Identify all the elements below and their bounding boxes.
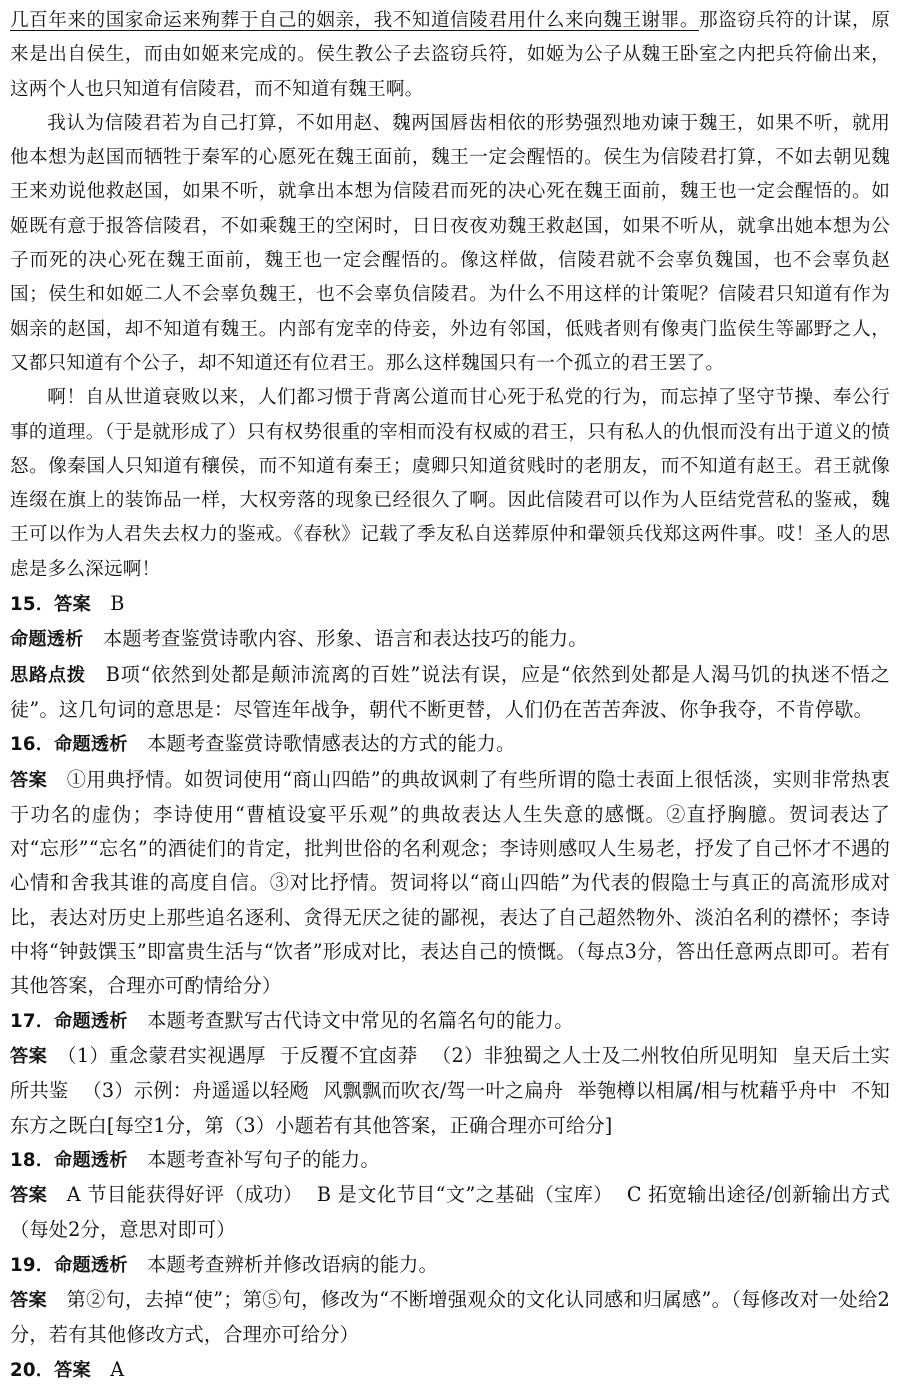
q15-number: 15． [10,594,55,616]
q17-analysis-label: 命题透析 [54,1010,128,1032]
q18-analysis-line [10,1143,890,1178]
q18-answer-a: A 节目能获得好评（成功） [66,1183,303,1207]
q18-answer-line [10,1178,890,1248]
q16-number: 16． [10,734,55,756]
translation-paragraph-1 [10,4,890,107]
answer-key-page [10,4,890,1388]
q16-analysis: 本题考查鉴赏诗歌情感表达的方式的能力。 [147,732,516,756]
q15-answer-line [10,587,890,622]
q17-answer-label: 答案 [10,1045,48,1067]
q17-answer-2: （2）非独蜀之人士及二州牧伯所见明知 [431,1043,778,1067]
q19-analysis-line [10,1248,890,1283]
q15-hint: B项“依然到处都是颠沛流离的百姓”说法有误，应是“依然到处都是人渴马饥的执迷不悟之徒”。这几句词的意思是：尽管连年战争，朝代不断更替，人们仍在苦苦奔波、你争我夺，不肯停歇。 [10,662,890,721]
q15-hint-label: 思路点拨 [10,664,86,686]
q19-answer-line [10,1283,890,1353]
q17-answer-line [10,1039,890,1143]
q17-answer-2b: 皇天后土实所共鉴 [10,1043,891,1103]
q15-analysis-label: 命题透析 [10,629,84,651]
q17-answer-3b: 风飘飘而吹衣/驾一叶之扁舟 [323,1079,564,1103]
q15-answer: B [110,592,125,616]
q17-answer-3: （3）示例：舟遥遥以轻飏 [82,1079,309,1103]
q20-answer: A [110,1357,125,1381]
q16-analysis-line [10,727,890,762]
q19-answer: 第②句，去掉“使”；第⑤句，修改为“不断增强观众的文化认同感和归属感”。（每修改对一处给2分，若有其他修改方式，合理亦可给分） [10,1287,891,1347]
q18-answer-b: B 是文化节目“文”之基础（宝库） [316,1183,613,1207]
q20-answer-line [10,1353,890,1388]
q15-answer-label: 答案 [54,594,91,616]
q18-analysis: 本题考查补写句子的能力。 [147,1147,380,1171]
translation-paragraph-2: 我认为信陵君若为自己打算，不如用赵、魏两国唇齿相依的形势强烈地劝谏于魏王，如果不听，就用他本想为赵国而牺牲于秦军的心愿死在魏王面前，魏王一定会醒悟的。侯生为信陵君打算，不如去朝见魏王来劝说他救赵国，如果不听，就拿出本想为信陵君而死的决心死在魏王面前，魏王也一定会醒悟的。如姬既有意于报答信陵君，不如乘魏王的空闲时，日日夜夜劝魏王救赵国，如果不听从，就拿出她本想为公子而死的决心死在魏王面前，魏王也一定会醒悟的。像这样做，信陵君就不会辜负魏国，也不会辜负赵国；侯生和如姬二人不会辜负魏王，也不会辜负信陵君。为什么不用这样的计策呢？信陵君只知道有作为姻亲的赵国，却不知道有魏王。内部有宠幸的侍妾，外边有邻国，低贱者则有像夷门监侯生等鄙野之人，又都只知道有个公子，却不知道还有位君王。那么这样魏国只有一个孤立的君王罢了。 [10,112,890,374]
q15-hint-line [10,658,890,728]
q18-answer-c: C 拓宽输出途径/创新输出方式（每处2分，意思对即可） [10,1183,890,1242]
q17-answer-1b: 于反覆不宜卤莽 [280,1043,418,1067]
translation-paragraph-3: 啊！自从世道衰败以来，人们都习惯于背离公道而甘心死于私党的行为，而忘掉了坚守节操、奉公行事的道理。（于是就形成了）只有权势很重的宰相而没有权威的君王，只有私人的仇恨而没有出于道义的愤怒。像秦国人只知道有穰侯，而不知道有秦王；虞卿只知道贫贱时的老朋友，而不知道有赵王。君王就像连缀在旗上的装饰品一样，大权旁落的现象已经很久了啊。因此信陵君可以作为人臣结党营私的鉴戒，魏王可以作为人君失去权力的鉴戒。《春秋》记载了季友私自送葬原仲和翬领兵伐郑这两件事。哎！圣人的思虑是多么深远啊！ [10,387,890,580]
translation-paragraph-1-rest: 那盗窃兵符的计谋，原来是出自侯生，而由如姬来完成的。侯生教公子去盗窃兵符，如姬为公子从魏王卧室之内把兵符偷出来，这两个人也只知道有信陵君，而不知道有魏王啊。 [10,10,890,100]
q17-analysis: 本题考查默写古代诗文中常见的名篇名句的能力。 [147,1008,574,1032]
q15-analysis: 本题考查鉴赏诗歌内容、形象、语言和表达技巧的能力。 [102,627,588,651]
q17-number: 17． [10,1010,55,1032]
q16-analysis-label: 命题透析 [54,734,128,756]
q17-answer-3c: 举匏樽以相属/相与枕藉乎舟中 [577,1079,838,1103]
q19-analysis-label: 命题透析 [54,1254,128,1276]
q16-answer: ①用典抒情。如贺词使用“商山四皓”的典故讽刺了有些所谓的隐士表面上很恬淡，实则非常热衷于功名的虚伪；李诗使用“曹植设宴平乐观”的典故表达人生失意的感慨。②直抒胸臆。贺词表达了对“忘形”“忘名”的酒徒们的肯定，批判世俗的名利观念；李诗则感叹人生易老，抒发了自己怀才不遇的心情和舍我其谁的高度自信。③对比抒情。贺词将以“商山四皓”为代表的假隐士与真正的高流形成对比，表达对历史上那些追名逐利、贪得无厌之徒的鄙视，表达了自己超然物外、淡泊名利的襟怀；李诗中将“钟鼓馔玉”即富贵生活与“饮者”形成对比，表达自己的愤慨。（每点3分，答出任意两点即可。若有其他答案，合理亦可酌情给分） [10,767,890,998]
q18-number: 18． [10,1149,55,1171]
q18-answer-label: 答案 [10,1185,48,1207]
q15-analysis-line [10,622,890,657]
q20-answer-label: 答案 [54,1359,91,1381]
q19-number: 19． [10,1254,55,1276]
q17-answer-1: （1）重念蒙君实视遇厚 [66,1043,267,1067]
q16-answer-line [10,763,890,1004]
underlined-sentence: 几百年来的国家命运来殉葬于自己的姻亲，我不知道信陵君用什么来向魏王谢罪。 [10,10,699,31]
q19-analysis: 本题考查辨析并修改语病的能力。 [147,1252,438,1276]
q18-analysis-label: 命题透析 [54,1149,128,1171]
q20-number: 20． [10,1359,55,1381]
q19-answer-label: 答案 [10,1289,48,1311]
q17-analysis-line [10,1004,890,1039]
q17-answer-3d: 不知东方之既白[每空1分，第（3）小题若有其他答案，正确合理亦可给分] [10,1079,891,1137]
q16-answer-label: 答案 [10,769,48,791]
